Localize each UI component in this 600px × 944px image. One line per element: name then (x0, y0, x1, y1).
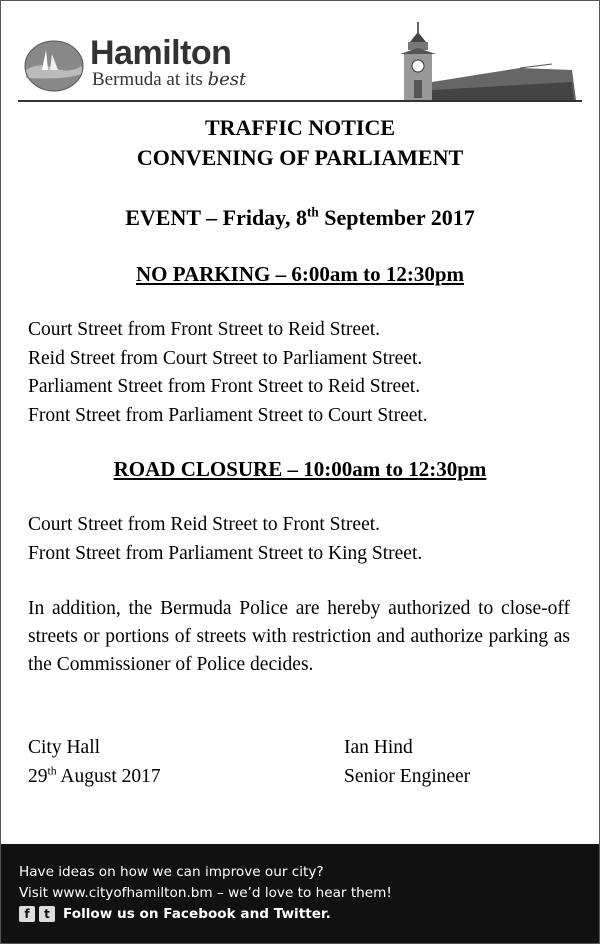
brand-name: Hamilton (90, 34, 232, 72)
signoff-right (344, 734, 470, 791)
addendum-paragraph: In addition, the Bermuda Police are hereby authorized to close-off streets or portions of streets with restriction and authorize parking as the Commissioner of Police decides. (28, 598, 570, 675)
signoff-role: Senior Engineer (344, 765, 471, 787)
signoff-date (28, 763, 161, 792)
date-day: 29 (28, 765, 48, 787)
tagline-script: best (207, 69, 247, 90)
event-sup: th (306, 204, 319, 220)
facebook-icon[interactable]: f (19, 906, 35, 922)
list-item: Reid Street from Court Street to Parliament Street. (28, 347, 423, 369)
event-prefix: EVENT – Friday, 8 (125, 205, 307, 230)
footer-line-2: Visit www.cityofhamilton.bm – we’d love to hear them! (19, 885, 392, 901)
list-item: Parliament Street from Front Street to Reid Street. (28, 376, 421, 397)
brand-tagline (92, 70, 246, 89)
event-line (0, 204, 600, 230)
list-item: Front Street from Parliament Street to Court Street. (28, 404, 428, 426)
no-parking-list (28, 316, 428, 430)
road-closure-heading: ROAD CLOSURE – 10:00am to 12:30pm (113, 457, 487, 481)
footer-line-3: Follow us on Facebook and Twitter. (63, 906, 331, 922)
date-sup: th (47, 764, 57, 777)
tagline-text: Bermuda at its (92, 69, 203, 90)
header-rule (18, 100, 582, 102)
date-rest: August 2017 (56, 765, 161, 787)
no-parking-heading: NO PARKING – 6:00am to 12:30pm (135, 262, 464, 286)
notice-subtitle: CONVENING OF PARLIAMENT (136, 145, 464, 170)
notice-title: TRAFFIC NOTICE (204, 115, 396, 140)
list-item: Court Street from Reid Street to Front Street. (28, 514, 381, 535)
footer-line-1: Have ideas on how we can improve our city? (19, 864, 324, 880)
event-suffix: September 2017 (318, 205, 475, 230)
signoff-name: Ian Hind (344, 737, 413, 758)
hamilton-logo-icon (24, 40, 84, 92)
list-item: Court Street from Front Street to Reid Street. (28, 319, 381, 340)
list-item: Front Street from Parliament Street to King Street. (28, 542, 423, 564)
clock-tower-icon (380, 20, 580, 102)
footer-bar (1, 844, 599, 943)
signoff-left (28, 734, 161, 791)
twitter-icon[interactable]: t (39, 906, 55, 922)
signoff-place: City Hall (28, 737, 101, 758)
road-closure-list (28, 511, 422, 568)
